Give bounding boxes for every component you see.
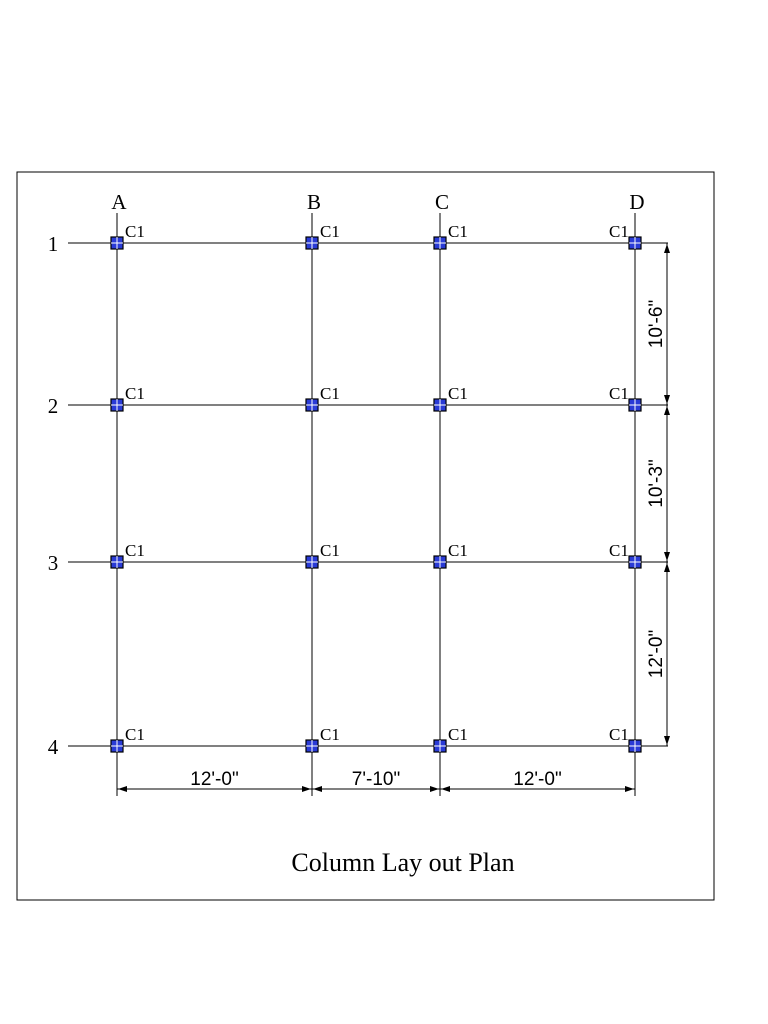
column-label: C1 [448,384,468,403]
grid-lines [68,213,668,796]
dimension-arrow [664,395,670,404]
dimension-arrow [664,736,670,745]
vertical-dimension-label: 12'-0" [646,629,667,679]
horizontal-dimension-label: 7'-10" [351,769,401,790]
dimension-arrow [664,406,670,415]
column-label: C1 [448,541,468,560]
grid-label-4: 4 [47,735,59,759]
column-a1 [111,222,145,249]
column-label: C1 [125,222,145,241]
grid-label-c: C [434,190,450,214]
dimension-arrow [302,786,311,792]
plan-title: Column Lay out Plan [291,848,515,877]
column-d2 [609,384,641,411]
column-label: C1 [609,222,629,241]
column-d4 [609,725,641,752]
column-label: C1 [125,541,145,560]
column-label: C1 [448,222,468,241]
dimension-arrow [664,552,670,561]
column-a3 [111,541,145,568]
column-label: C1 [609,725,629,744]
dimension-arrow [430,786,439,792]
horizontal-dimension-label: 12'-0" [513,769,562,790]
horizontal-dimension-label: 12'-0" [190,769,239,790]
column-label: C1 [125,725,145,744]
grid-label-d: D [629,190,645,214]
grid-labels [48,190,645,759]
column-label: C1 [609,541,629,560]
column-label: C1 [320,541,340,560]
dimension-labels [190,300,667,790]
column-label: C1 [320,725,340,744]
column-c2 [434,384,468,411]
columns [111,222,641,752]
column-label: C1 [125,384,145,403]
grid-label-a: A [111,190,127,214]
column-b2 [306,384,340,411]
column-label: C1 [320,222,340,241]
vertical-dimension-label: 10'-3" [646,459,667,508]
grid-label-3: 3 [47,551,59,575]
dimension-arrow [441,786,450,792]
column-c1 [434,222,468,249]
grid-label-2: 2 [47,394,59,418]
column-b3 [306,541,340,568]
dimension-arrow [118,786,127,792]
vertical-dimension-label: 10'-6" [646,299,667,349]
column-d3 [609,541,641,568]
dimension-arrow [664,563,670,572]
column-label: C1 [320,384,340,403]
column-d1 [609,222,641,249]
column-c4 [434,725,468,752]
column-a4 [111,725,145,752]
dimension-arrow [313,786,322,792]
dimension-arrow [664,244,670,253]
column-label: C1 [609,384,629,403]
column-a2 [111,384,145,411]
dimension-lines [117,243,670,792]
grid-label-1: 1 [47,232,59,256]
column-b4 [306,725,340,752]
column-b1 [306,222,340,249]
dimension-arrow [625,786,634,792]
column-c3 [434,541,468,568]
column-label: C1 [448,725,468,744]
grid-label-b: B [306,190,322,214]
drawing-border [17,172,714,900]
